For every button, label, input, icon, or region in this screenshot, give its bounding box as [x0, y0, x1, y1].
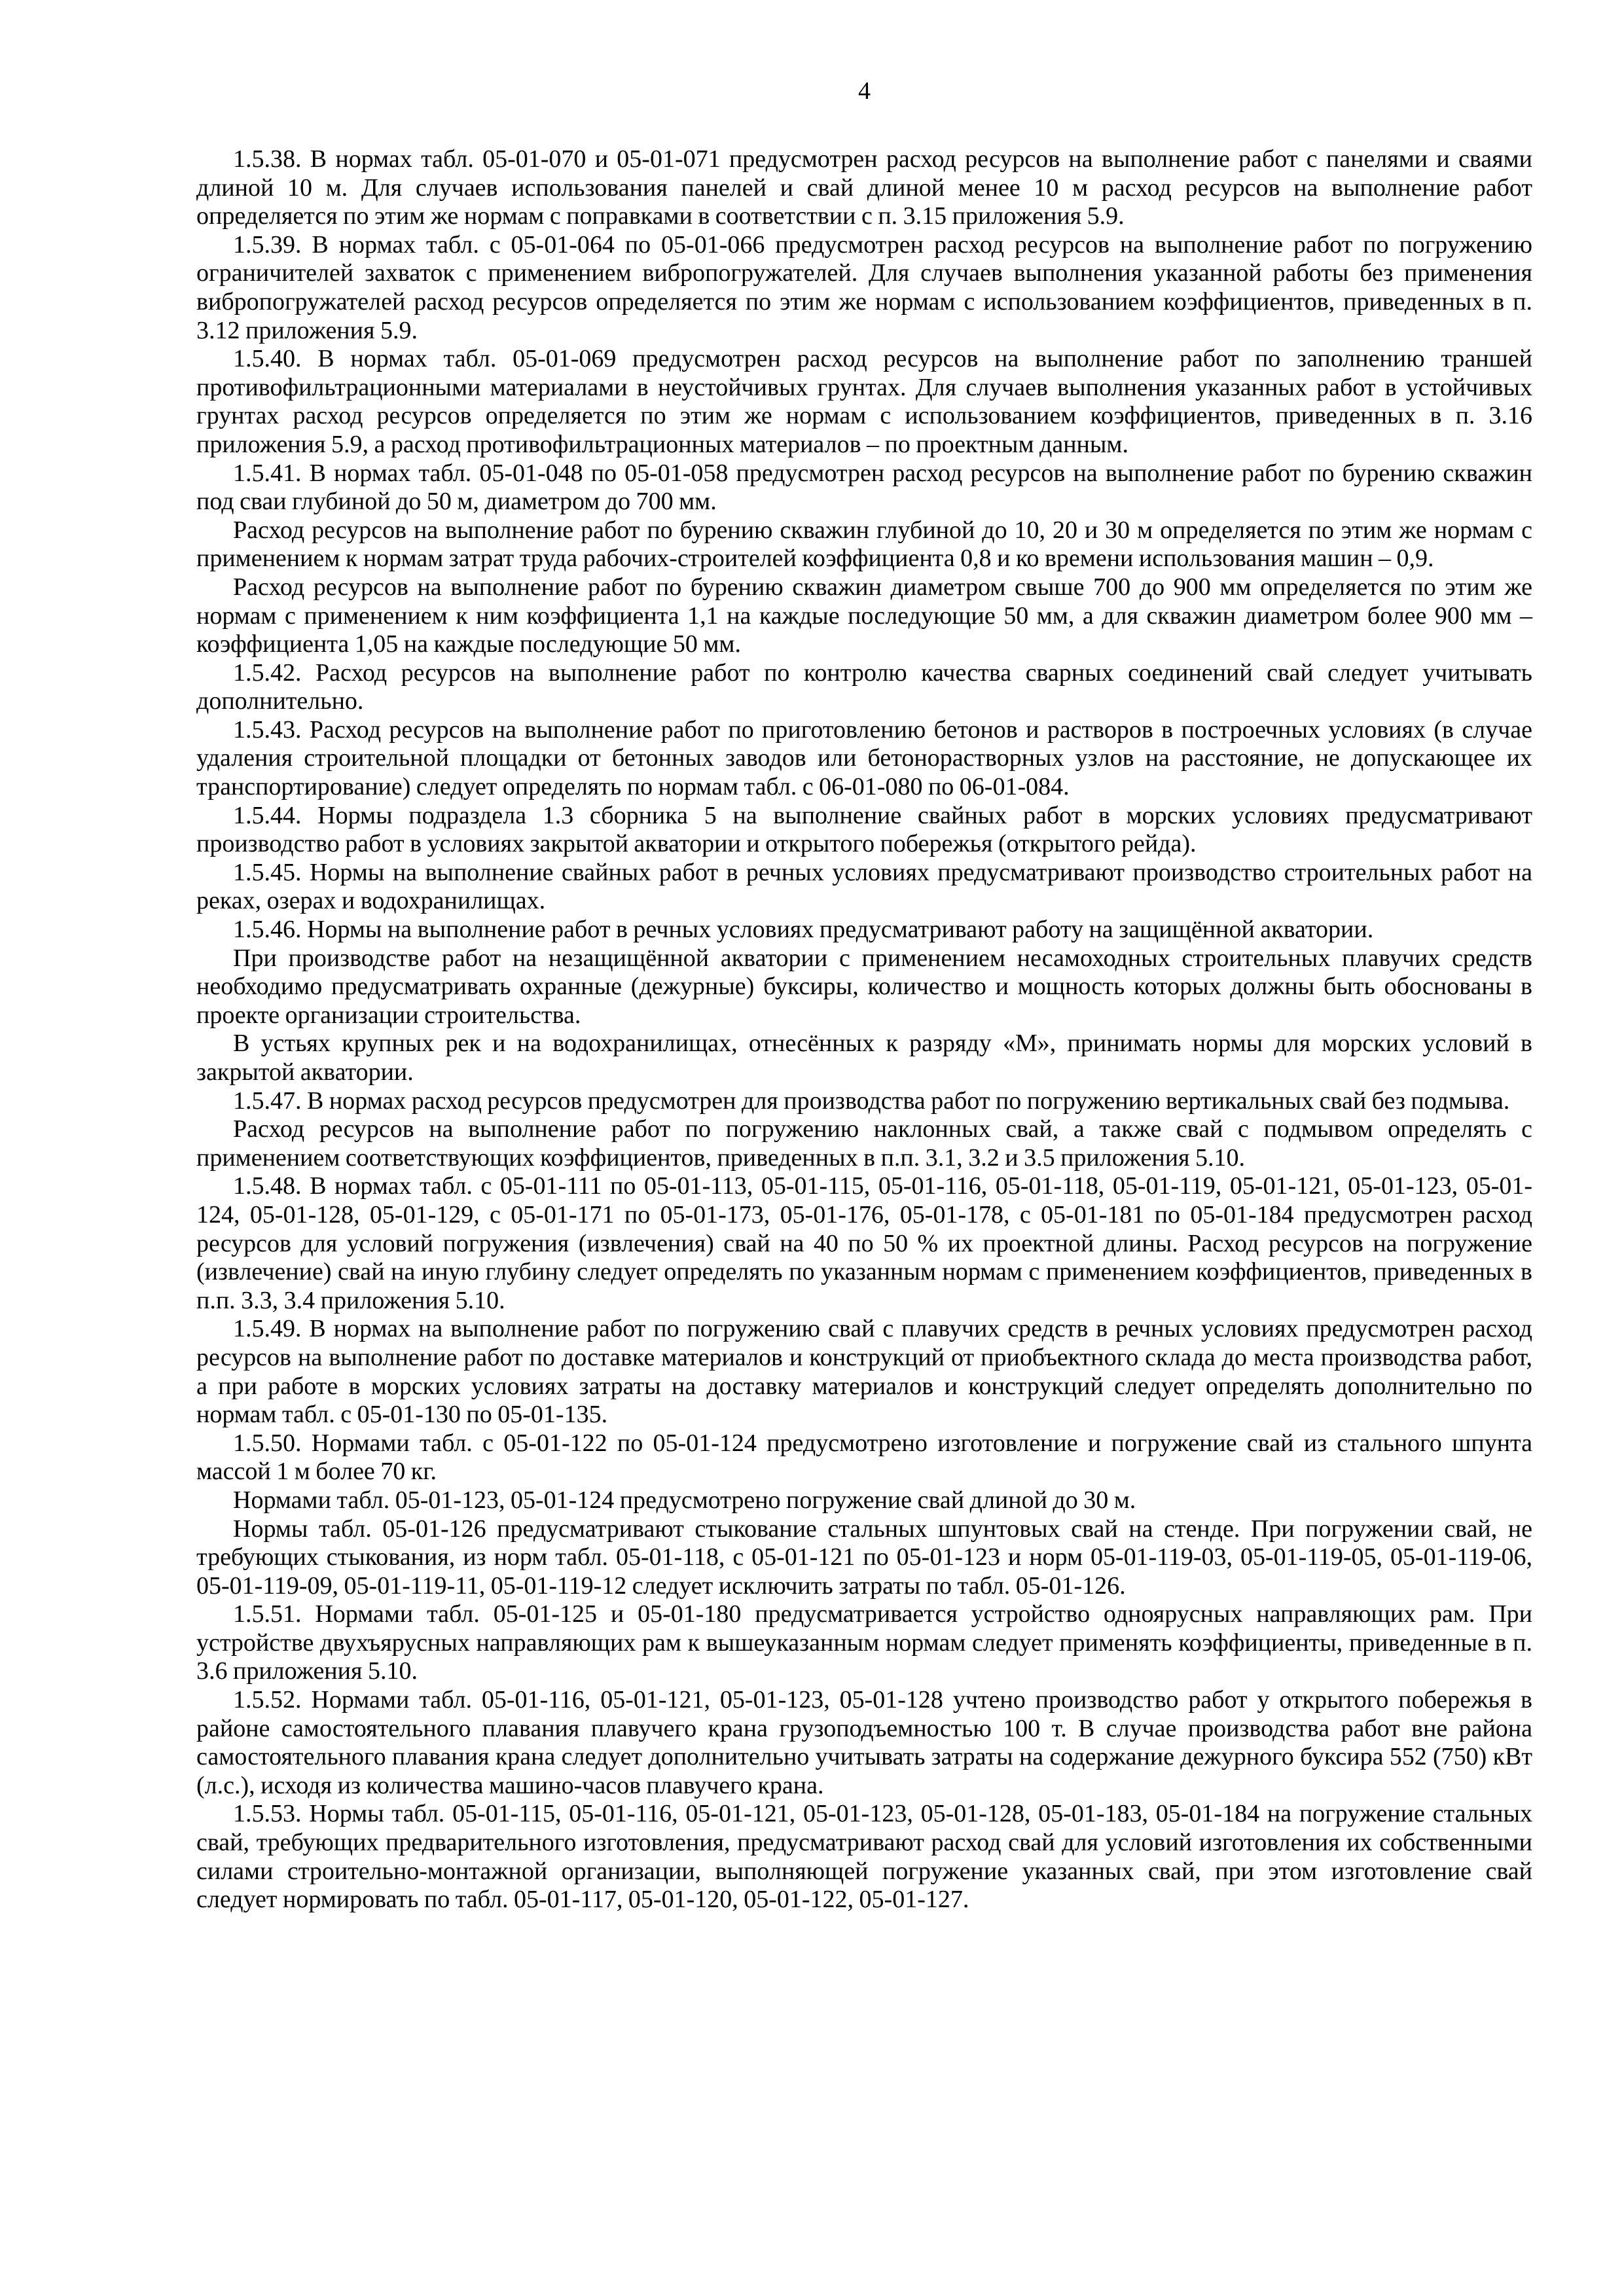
- page-number: 4: [858, 77, 871, 105]
- paragraph-1-5-38: 1.5.38. В нормах табл. 05-01-070 и 05-01-071 предусмотрен расход ресурсов на выполнение работ с панелями и сваями длиной 10 м. Для случаев использования панелей и свай длиной менее 10 м расход ресурсов на выполнение работ определяется по этим же нормам с поправками в соответствии с п. 3.15 приложения 5.9.: [196, 145, 1532, 230]
- paragraph-1-5-41-diameter: Расход ресурсов на выполнение работ по бурению скважин диаметром свыше 700 до 900 мм определяется по этим же нормам с применением к ним коэффициента 1,1 на каждые последующие 50 мм, а для скважин диаметром более 900 мм – коэффициента 1,05 на каждые последующие 50 мм.: [196, 573, 1532, 658]
- paragraph-1-5-53: 1.5.53. Нормы табл. 05-01-115, 05-01-116, 05-01-121, 05-01-123, 05-01-128, 05-01-183, 05-01-184 на погружение стальных свай, требующих предварительного изготовления, предусматривают расход свай для условий изготовления их собственными силами строительно-монтажной организации, выполняющей погружение указанных свай, при этом изготовление свай следует нормировать по табл. 05-01-117, 05-01-120, 05-01-122, 05-01-127.: [196, 1800, 1532, 1914]
- paragraph-1-5-44: 1.5.44. Нормы подраздела 1.3 сборника 5 на выполнение свайных работ в морских условиях предусматривают производство работ в условиях закрытой акватории и открытого побережья (открытого рейда).: [196, 801, 1532, 858]
- paragraph-1-5-50-splicing: Нормы табл. 05-01-126 предусматривают стыкование стальных шпунтовых свай на стенде. При погружении свай, не требующих стыкования, из норм табл. 05-01-118, с 05-01-121 по 05-01-123 и норм 05-01-119-03, 05-01-119-05, 05-01-119-06, 05-01-119-09, 05-01-119-11, 05-01-119-12 следует исключить затраты по табл. 05-01-126.: [196, 1515, 1532, 1600]
- paragraph-1-5-42: 1.5.42. Расход ресурсов на выполнение работ по контролю качества сварных соединений свай следует учитывать дополнительно.: [196, 658, 1532, 715]
- paragraph-1-5-50: 1.5.50. Нормами табл. с 05-01-122 по 05-01-124 предусмотрено изготовление и погружение свай из стального шпунта массой 1 м более 70 кг.: [196, 1429, 1532, 1486]
- paragraph-1-5-41-depth: Расход ресурсов на выполнение работ по бурению скважин глубиной до 10, 20 и 30 м определяется по этим же нормам с применением к нормам затрат труда рабочих-строителей коэффициента 0,8 и ко времени использования машин – 0,9.: [196, 516, 1532, 573]
- paragraph-1-5-48: 1.5.48. В нормах табл. с 05-01-111 по 05-01-113, 05-01-115, 05-01-116, 05-01-118, 05-01-119, 05-01-121, 05-01-123, 05-01-124, 05-01-128, 05-01-129, с 05-01-171 по 05-01-173, 05-01-176, 05-01-178, с 05-01-181 по 05-01-184 предусмотрен расход ресурсов для условий погружения (извлечения) свай на 40 по 50 % их проектной длины. Расход ресурсов на погружение (извлечение) свай на иную глубину следует определять по указанным нормам с применением коэффициентов, приведенных в п.п. 3.3, 3.4 приложения 5.10.: [196, 1172, 1532, 1314]
- paragraph-1-5-47: 1.5.47. В нормах расход ресурсов предусмотрен для производства работ по погружению вертикальных свай без подмыва.: [233, 1086, 1510, 1115]
- paragraph-1-5-45: 1.5.45. Нормы на выполнение свайных работ в речных условиях предусматривают производство строительных работ на реках, озерах и водохранилищах.: [196, 858, 1532, 915]
- paragraph-1-5-40: 1.5.40. В нормах табл. 05-01-069 предусмотрен расход ресурсов на выполнение работ по заполнению траншей противофильтрационными материалами в неустойчивых грунтах. Для случаев выполнения указанных работ в устойчивых грунтах расход ресурсов определяется по этим же нормам с использованием коэффициентов, приведенных в п. 3.16 приложения 5.9, а расход противофильтрационных материалов – по проектным данным.: [196, 345, 1532, 458]
- paragraph-1-5-41: 1.5.41. В нормах табл. 05-01-048 по 05-01-058 предусмотрен расход ресурсов на выполнение работ по бурению скважин под сваи глубиной до 50 м, диаметром до 700 мм.: [196, 459, 1532, 516]
- paragraph-1-5-52: 1.5.52. Нормами табл. 05-01-116, 05-01-121, 05-01-123, 05-01-128 учтено производство работ у открытого побережья в районе самостоятельного плавания плавучего крана грузоподъемностью 100 т. В случае производства работ вне района самостоятельного плавания крана следует дополнительно учитывать затраты на содержание дежурного буксира 552 (750) кВт (л.с.), исходя из количества машино-часов плавучего крана.: [196, 1686, 1532, 1799]
- paragraph-1-5-46: 1.5.46. Нормы на выполнение работ в речных условиях предусматривают работу на защищённой акватории.: [233, 916, 1374, 944]
- paragraph-1-5-51: 1.5.51. Нормами табл. 05-01-125 и 05-01-180 предусматривается устройство одноярусных направляющих рам. При устройстве двухъярусных направляющих рам к вышеуказанным нормам следует применять коэффициенты, приведенные в п. 3.6 приложения 5.10.: [196, 1600, 1532, 1685]
- paragraph-1-5-46-unprotected: При производстве работ на незащищённой акватории с применением несамоходных строительных плавучих средств необходимо предусматривать охранные (дежурные) буксиры, количество и мощность которых должны быть обоснованы в проекте организации строительства.: [196, 944, 1532, 1029]
- document-body: [196, 145, 1532, 1914]
- paragraph-1-5-46-estuaries: В устьях крупных рек и на водохранилищах, отнесённых к разряду «М», принимать нормы для морских условий в закрытой акватории.: [196, 1030, 1532, 1086]
- paragraph-1-5-43: 1.5.43. Расход ресурсов на выполнение работ по приготовлению бетонов и растворов в построечных условиях (в случае удаления строительной площадки от бетонных заводов или бетонорастворных узлов на расстояние, не допускающее их транспортирование) следует определять по нормам табл. с 06-01-080 по 06-01-084.: [196, 715, 1532, 801]
- paragraph-1-5-39: 1.5.39. В нормах табл. с 05-01-064 по 05-01-066 предусмотрен расход ресурсов на выполнение работ по погружению ограничителей захваток с применением вибропогружателей. Для случаев выполнения указанной работы без применения вибропогружателей расход ресурсов определяется по этим же нормам с использованием коэффициентов, приведенных в п. 3.12 приложения 5.9.: [196, 230, 1532, 344]
- paragraph-1-5-49: 1.5.49. В нормах на выполнение работ по погружению свай с плавучих средств в речных условиях предусмотрен расход ресурсов на выполнение работ по доставке материалов и конструкций от приобъектного склада до места производства работ, а при работе в морских условиях затраты на доставку материалов и конструкций следует определять дополнительно по нормам табл. с 05-01-130 по 05-01-135.: [196, 1315, 1532, 1429]
- document-page: [196, 0, 1532, 2296]
- paragraph-1-5-47-inclined: Расход ресурсов на выполнение работ по погружению наклонных свай, а также свай с подмывом определять с применением соответствующих коэффициентов, приведенных в п.п. 3.1, 3.2 и 3.5 приложения 5.10.: [196, 1115, 1532, 1172]
- paragraph-1-5-50-length: Нормами табл. 05-01-123, 05-01-124 предусмотрено погружение свай длиной до 30 м.: [233, 1486, 1136, 1514]
